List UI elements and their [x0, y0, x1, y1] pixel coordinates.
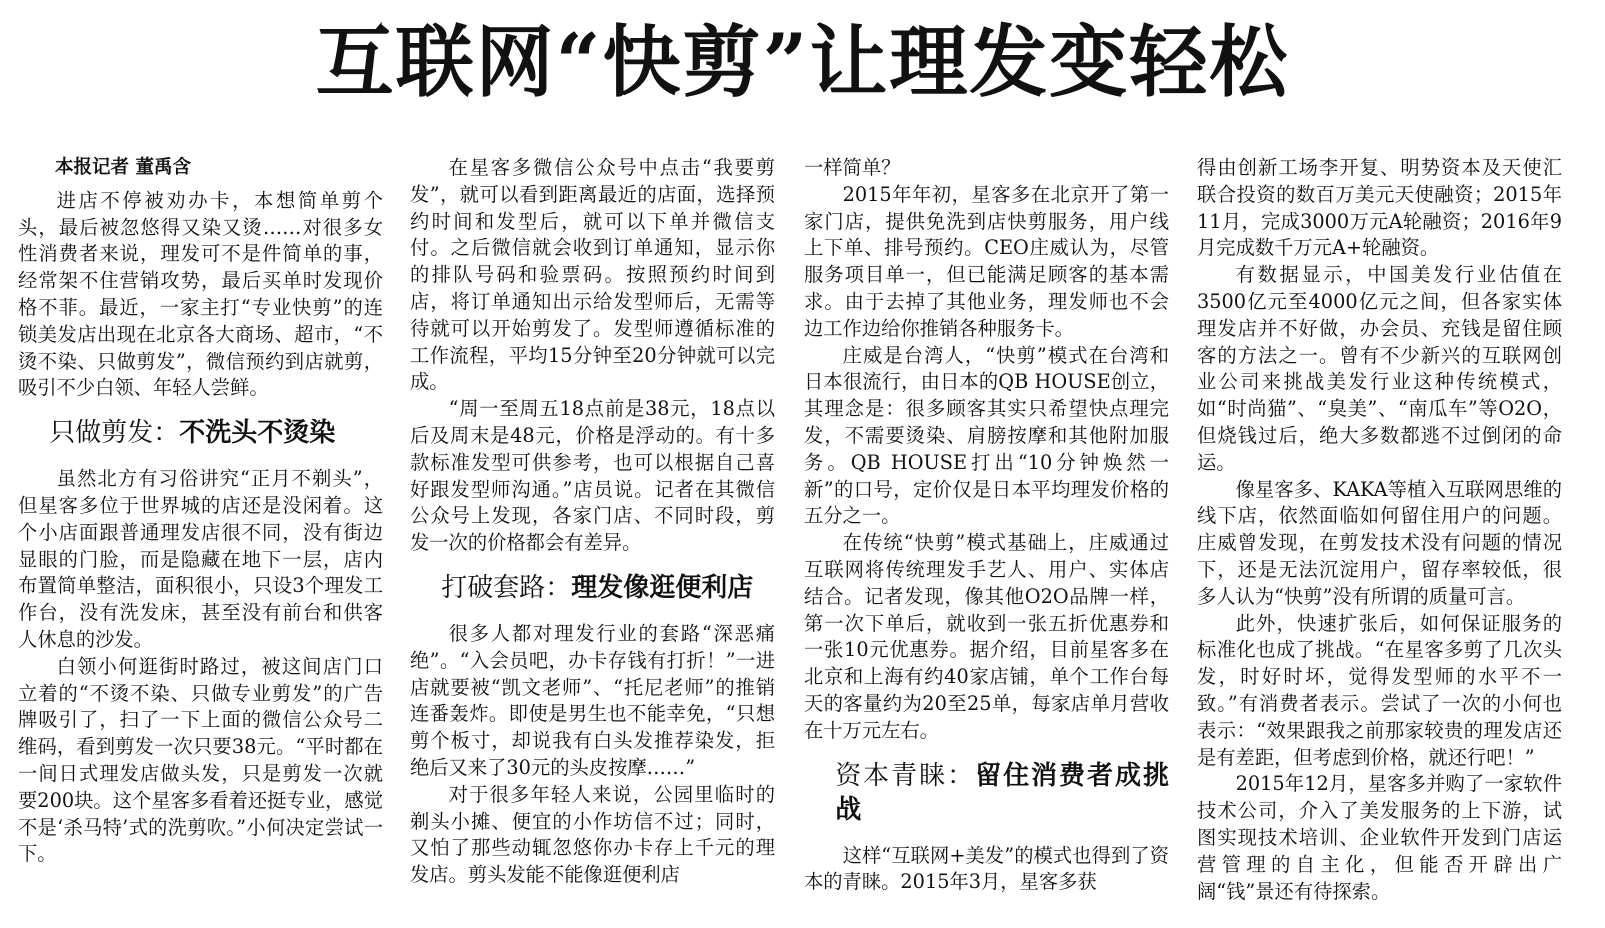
section-heading-lead: 资本青睐： [835, 760, 976, 791]
section-heading-lead: 只做剪发： [49, 418, 180, 449]
paragraph: 很多人都对理发行业的套路“深恶痛绝”。“入会员吧，办卡存钱有打折！”一进店就要被“凯文老师”、“托尼老师”的推销连番轰炸。即使是男生也不能幸免，“只想剪个板寸，却说我有白头发推荐染发，拒绝后又来了30元的头皮按摩……” [410, 621, 775, 779]
paragraph: 此外，快速扩张后，如何保证服务的标准化也成了挑战。“在星客多剪了几次头发，时好时坏，觉得发型师的水平不一致。”有消费者表示。尝试了一次的小何也表示：“效果跟我之前那家较贵的理发店还是有差距，但考虑到价格，就还行吧！” [1197, 611, 1562, 769]
paragraph: 这样“互联网+美发”的模式也得到了资本的青睐。2015年3月，星客多获 [804, 843, 1169, 894]
paragraph: 虽然北方有习俗讲究“正月不剃头”，但星客多位于世界城的店还是没闲着。这个小店面跟普通理发店很不同，没有街边显眼的门脸，而是隐藏在地下一层，店内布置简单整洁，面积很小，只设3个理发工作台，没有洗发床，甚至没有前台和供客人休息的沙发。 [18, 467, 383, 651]
column-3 [804, 155, 1169, 896]
column-2 [410, 155, 775, 889]
paragraph: 在传统“快剪”模式基础上，庄威通过互联网将传统理发手艺人、用户、实体店结合。记者发现，像其他O2O品牌一样，第一次下单后，就收到一张五折优惠券和一张10元优惠券。据介绍，目前星客多在北京和上海有约40家店铺，单个工作台每天的客量约为20至25单，每家店单月营收在十万元左右。 [804, 531, 1169, 742]
section-heading-title: 留住消费者成挑战 [835, 760, 1169, 825]
paragraph-continued: 一样简单？ [804, 156, 901, 179]
section-heading [410, 571, 775, 605]
paragraph: 进店不停被劝办卡，本想简单剪个头，最后被忽悠得又染又烫……对很多女性消费者来说，理发可不是件简单的事，经常架不住营销攻势，最后买单时发现价格不菲。最近，一家主打“专业快剪”的连锁美发店出现在北京各大商场、超市，“不烫不染、只做剪发”，微信预约到店就剪，吸引不少白领、年轻人尝鲜。 [18, 188, 383, 400]
paragraph: 2015年年初，星客多在北京开了第一家门店，提供免洗到店快剪服务，用户线上下单、排号预约。CEO庄威认为，尽管服务项目单一，但已能满足顾客的基本需求。由于去掉了其他业务，理发师也不会边工作边给你推销各种服务卡。 [804, 182, 1169, 340]
paragraph: “周一至周五18点前是38元，18点以后及周末是48元，价格是浮动的。有十多款标准发型可供参考，也可以根据自己喜好跟发型师沟通。”店员说。记者在其微信公众号上发现，各家门店、不同时段，剪发一次的价格都会有差异。 [410, 397, 775, 555]
section-heading-title: 理发像逛便利店 [571, 572, 754, 603]
section-heading-title: 不洗头不烫染 [179, 418, 336, 449]
paragraph: 白领小何逛街时路过，被这间店门口立着的“不烫不染、只做专业剪发”的广告牌吸引了，扫了一下上面的微信公众号二维码，看到剪发一次只要38元。“平时都在一间日式理发店做头发，只是剪发一次就要200块。这个星客多看着还挺专业，感觉不是‘杀马特’式的洗剪吹。”小何决定尝试一下。 [18, 654, 383, 866]
column-4 [1197, 155, 1562, 905]
byline: 本报记者 董禹含 [55, 157, 191, 178]
paragraph: 对于很多年轻人来说，公园里临时的剃头小摊、便宜的小作坊信不过；同时，又怕了那些动辄忽悠你办卡存上千元的理发店。剪头发能不能像逛便利店 [410, 782, 775, 887]
paragraph: 像星客多、KAKA等植入互联网思维的线下店，依然面临如何留住用户的问题。庄威曾发现，在剪发技术没有问题的情况下，还是无法沉淀用户，留存率较低，很多人认为“快剪”没有所谓的质量可言。 [1197, 477, 1562, 608]
paragraph: 庄威是台湾人，“快剪”模式在台湾和日本很流行，由日本的QB HOUSE创立，其理念是：很多顾客其实只希望快点理完发，不需要烫染、肩膀按摩和其他附加服务。QB HOUSE打出“10分钟焕然一新”的口号，定价仅是日本平均理发价格的五分之一。 [804, 343, 1169, 528]
paragraph: 2015年12月，星客多并购了一家软件技术公司，介入了美发服务的上下游，试图实现技术培训、企业软件开发到门店运营管理的自主化，但能否开辟出广阔“钱”景还有待探索。 [1197, 772, 1562, 903]
paragraph-continued: 得由创新工场李开复、明势资本及天使汇联合投资的数百万美元天使融资；2015年11月，完成3000万元A轮融资；2016年9月完成数千万元A+轮融资。 [1197, 156, 1562, 260]
section-heading-lead: 打破套路： [441, 572, 572, 603]
paragraph: 在星客多微信公众号中点击“我要剪发”，就可以看到距离最近的店面，选择预约时间和发型后，就可以下单并微信支付。之后微信就会收到订单通知，显示你的排队号码和验票码。按照预约时间到店，将订单通知出示给发型师后，无需等待就可以开始剪发了。发型师遵循标准的工作流程，平均15分钟至20分钟就可以完成。 [410, 156, 775, 394]
column-1 [18, 155, 383, 868]
headline: 互联网“快剪”让理发变轻松 [315, 17, 1290, 108]
section-heading [804, 759, 1169, 827]
paragraph: 有数据显示，中国美发行业估值在3500亿元至4000亿元之间，但各家实体理发店并不好做，办会员、充钱是留住顾客的方法之一。曾有不少新兴的互联网创业公司来挑战美发行业这种传统模式，如“时尚猫”、“臭美”、“南瓜车”等O2O，但烧钱过后，绝大多数都逃不过倒闭的命运。 [1197, 263, 1562, 474]
section-heading [18, 416, 383, 450]
